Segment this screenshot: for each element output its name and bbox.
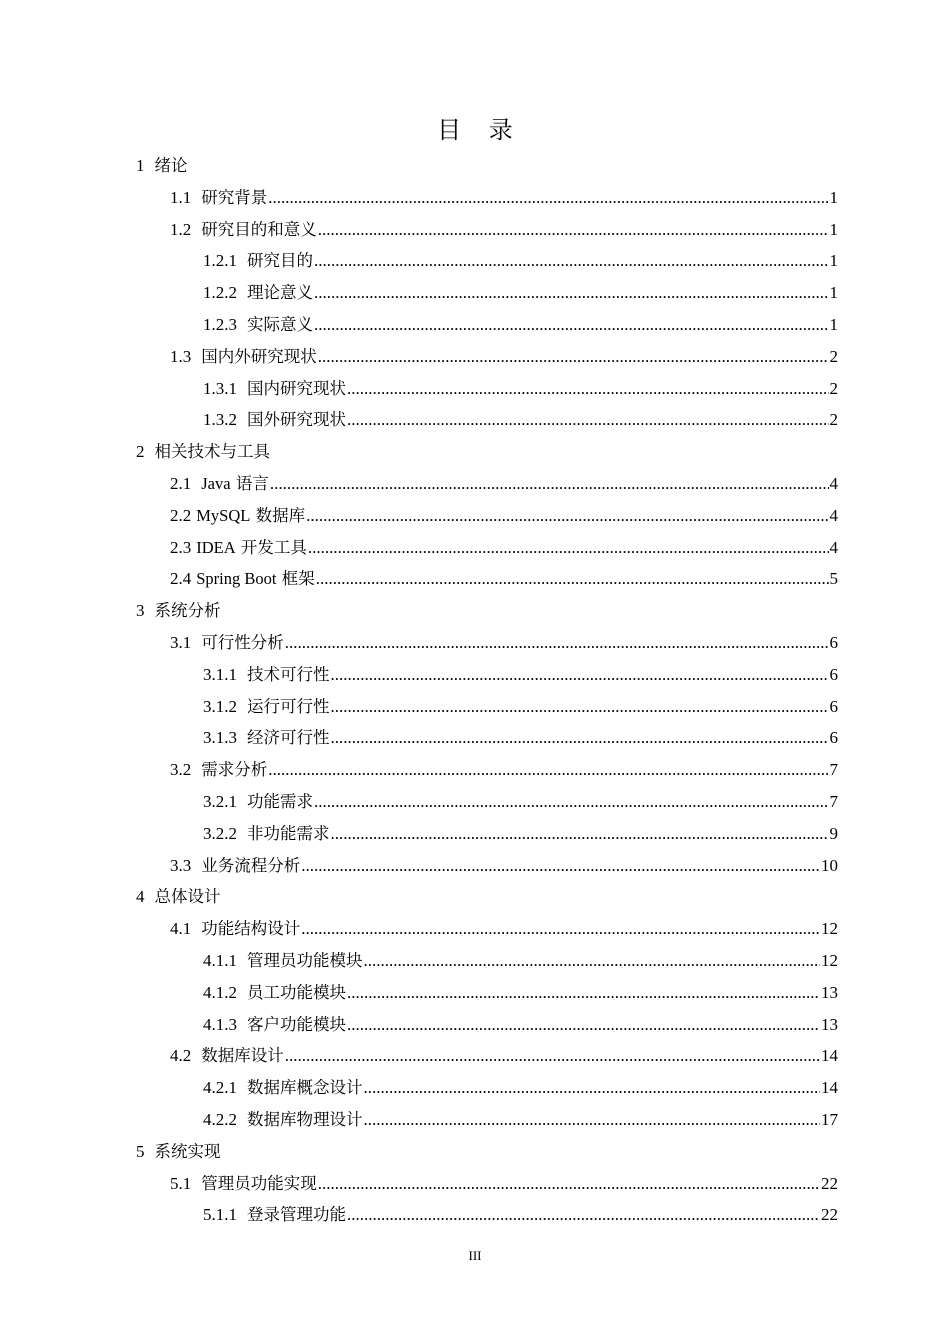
toc-entry-title: 系统分析: [154, 601, 221, 621]
toc-entry-title: 管理员功能模块: [247, 951, 363, 970]
toc-page-number: 5: [829, 569, 838, 589]
toc-entry-number: 1: [136, 156, 145, 175]
toc-page-number: 12: [821, 951, 838, 970]
toc-entry-number: 4.1.1: [203, 951, 237, 970]
toc-entry[interactable]: [203, 722, 838, 754]
toc-entry-title: 数据库概念设计: [247, 1078, 363, 1098]
toc-entry-number: 2.4: [170, 569, 192, 589]
toc-entry-number: 1.1: [170, 187, 192, 207]
toc-leader-dots: [306, 500, 828, 532]
toc-entry-title: 实际意义: [247, 315, 313, 334]
toc-entry[interactable]: [203, 945, 838, 977]
toc-entry-number: 4: [136, 887, 145, 907]
toc-entry-title: 登录管理功能: [247, 1205, 346, 1225]
toc-entry[interactable]: [203, 691, 838, 723]
toc-page-number: 2: [829, 410, 838, 430]
toc-entry-number: 3.2.2: [203, 823, 237, 843]
toc-entry-title: 相关技术与工具: [154, 442, 270, 462]
toc-entry[interactable]: [203, 277, 838, 309]
toc-entry-title: 技术可行性: [247, 664, 330, 684]
toc-entry-title: 员工功能模块: [247, 982, 346, 1002]
toc-entry[interactable]: [170, 1168, 838, 1200]
toc-leader-dots: [268, 754, 828, 786]
toc-entry[interactable]: [203, 786, 838, 818]
toc-entry-number: 4.2: [170, 1046, 192, 1066]
toc-entry-number: 2.3: [170, 537, 192, 557]
toc-entry-number: 3.3: [170, 855, 192, 875]
toc-entry-number: 3.1.3: [203, 728, 237, 748]
toc-entry[interactable]: [203, 1199, 838, 1231]
toc-leader-dots: [364, 945, 821, 977]
toc-entry-title: 数据库设计: [201, 1046, 284, 1066]
toc-entry-title: Spring Boot 框架: [196, 569, 315, 589]
toc-page-number: 4: [829, 537, 838, 557]
toc-leader-dots: [318, 341, 829, 373]
toc-page-number: 6: [829, 664, 838, 684]
toc-entry[interactable]: [203, 1009, 838, 1041]
toc-entry[interactable]: [203, 977, 838, 1009]
toc-entry[interactable]: [170, 468, 838, 500]
toc-leader-dots: [331, 691, 829, 723]
toc-entry-number: 3: [136, 601, 145, 621]
toc-chapter-heading[interactable]: [136, 595, 836, 627]
toc-entry-title: 理论意义: [247, 283, 313, 303]
toc-entry-title: 绪论: [154, 156, 188, 175]
toc-leader-dots: [314, 309, 829, 341]
toc-entry-number: 2.2: [170, 505, 192, 525]
toc-page-number: 22: [821, 1205, 838, 1225]
toc-leader-dots: [285, 1040, 820, 1072]
toc-entry-title: 经济可行性: [247, 728, 330, 748]
toc-entry-number: 4.1: [170, 919, 192, 939]
toc-entry[interactable]: [170, 850, 838, 882]
toc-entry-number: 3.1: [170, 633, 192, 652]
toc-entry-title: 系统实现: [154, 1141, 221, 1161]
toc-page-number: 13: [821, 982, 838, 1002]
toc-page-number: 9: [829, 823, 838, 843]
toc-leader-dots: [314, 245, 829, 277]
toc-page-number: 22: [821, 1173, 838, 1193]
toc-entry-number: 3.2: [170, 760, 192, 780]
toc-leader-dots: [331, 722, 829, 754]
toc-entry[interactable]: [170, 913, 838, 945]
toc-chapter-heading[interactable]: [136, 436, 836, 468]
toc-page-number: 1: [829, 251, 838, 271]
toc-leader-dots: [347, 404, 829, 436]
toc-entry-title: 可行性分析: [201, 633, 284, 652]
toc-entry[interactable]: [170, 214, 838, 246]
toc-entry[interactable]: [170, 754, 838, 786]
toc-entry-number: 4.1.3: [203, 1014, 237, 1034]
toc-entry[interactable]: [203, 373, 838, 405]
toc-leader-dots: [364, 1104, 821, 1136]
page-number: III: [468, 1248, 482, 1263]
toc-page-number: 4: [829, 505, 838, 525]
toc-entry[interactable]: [203, 404, 838, 436]
toc-entry[interactable]: [170, 500, 838, 532]
toc-entry-title: 业务流程分析: [201, 855, 301, 875]
toc-page-number: 14: [821, 1078, 838, 1098]
toc-entry-number: 2.1: [170, 474, 192, 493]
toc-entry-title: 研究背景: [201, 187, 268, 207]
toc-leader-dots: [301, 913, 820, 945]
toc-entry-number: 4.1.2: [203, 982, 237, 1002]
toc-page-number: 2: [829, 346, 838, 366]
toc-entry[interactable]: [203, 1104, 838, 1136]
toc-entry-title: 非功能需求: [247, 823, 330, 843]
toc-entry[interactable]: [203, 659, 838, 691]
toc-entry[interactable]: [170, 532, 838, 564]
toc-entry-number: 3.1.2: [203, 696, 237, 716]
toc-page-number: 6: [829, 728, 838, 748]
toc-leader-dots: [268, 182, 828, 214]
toc-entry-number: 5.1: [170, 1173, 192, 1193]
toc-leader-dots: [314, 277, 829, 309]
toc-entry-title: 需求分析: [201, 760, 268, 780]
toc-leader-dots: [301, 850, 820, 882]
toc-page-number: 2: [829, 378, 838, 398]
toc-entry-title: Java 语言: [201, 474, 269, 493]
toc-entry[interactable]: [170, 341, 838, 373]
toc-entry-title: 客户功能模块: [247, 1014, 346, 1034]
toc-chapter-heading[interactable]: [136, 881, 836, 913]
toc-entry-number: 1.3.2: [203, 410, 237, 430]
toc-page-number: 1: [829, 283, 838, 303]
toc-entry[interactable]: [203, 818, 838, 850]
toc-entry-number: 1.2.2: [203, 283, 237, 303]
toc-entry[interactable]: [203, 245, 838, 277]
toc-entry-title: 数据库物理设计: [247, 1110, 363, 1129]
toc-entry-title: 国内外研究现状: [201, 346, 317, 366]
toc-entry-title: 运行可行性: [247, 696, 330, 716]
toc-chapter-heading[interactable]: [136, 150, 836, 182]
toc-page-number: 4: [829, 474, 838, 493]
toc-entry[interactable]: [170, 627, 838, 659]
toc-page-number: 7: [829, 792, 838, 811]
toc-leader-dots: [347, 1009, 820, 1041]
toc-leader-dots: [364, 1072, 821, 1104]
toc-entry-number: 4.2.1: [203, 1078, 237, 1098]
toc-leader-dots: [318, 1168, 820, 1200]
toc-entry-number: 4.2.2: [203, 1110, 237, 1129]
toc-leader-dots: [347, 1199, 820, 1231]
toc-entry-title: 国外研究现状: [247, 410, 346, 430]
toc-entry-title: 国内研究现状: [247, 378, 346, 398]
toc-leader-dots: [347, 977, 820, 1009]
toc-entry-number: 1.2: [170, 219, 192, 239]
toc-entry[interactable]: [170, 1040, 838, 1072]
toc-page-number: 6: [829, 633, 838, 652]
toc-page-number: 13: [821, 1014, 838, 1034]
toc-entry-number: 2: [136, 442, 145, 462]
toc-entry-number: 1.3.1: [203, 378, 237, 398]
toc-leader-dots: [316, 563, 829, 595]
toc-entry-title: 功能结构设计: [201, 919, 301, 939]
toc-leader-dots: [331, 818, 829, 850]
toc-page-number: 1: [829, 219, 838, 239]
toc-page-number: 6: [829, 696, 838, 716]
toc-entry-title: MySQL 数据库: [196, 505, 306, 525]
toc-title: 目 录: [437, 116, 523, 144]
toc-leader-dots: [318, 214, 829, 246]
toc-page-number: 10: [821, 855, 838, 875]
toc-page-number: 1: [829, 187, 838, 207]
toc-page-number: 7: [829, 760, 838, 780]
toc-leader-dots: [314, 786, 829, 818]
toc-entry[interactable]: [203, 1072, 838, 1104]
toc-page-number: 14: [821, 1046, 838, 1066]
toc-entry-number: 5: [136, 1141, 145, 1161]
toc-entry-number: 1.3: [170, 346, 192, 366]
toc-chapter-heading[interactable]: [136, 1136, 836, 1168]
toc-entry[interactable]: [203, 309, 838, 341]
toc-leader-dots: [347, 373, 829, 405]
toc-entry-title: 管理员功能实现: [201, 1173, 317, 1193]
toc-entry-title: 研究目的和意义: [201, 219, 317, 239]
toc-entry-number: 5.1.1: [203, 1205, 237, 1225]
toc-entry-title: 研究目的: [247, 251, 313, 271]
toc-entry[interactable]: [170, 182, 838, 214]
toc-leader-dots: [270, 468, 829, 500]
toc-entry[interactable]: [170, 563, 838, 595]
toc-entry-number: 3.2.1: [203, 792, 237, 811]
toc-page-number: 17: [821, 1110, 838, 1129]
toc-entry-title: 总体设计: [154, 887, 221, 907]
toc-entry-number: 1.2.1: [203, 251, 237, 271]
toc-page-number: 12: [821, 919, 838, 939]
toc-leader-dots: [331, 659, 829, 691]
toc-page-number: 1: [829, 315, 838, 334]
toc-entry-number: 1.2.3: [203, 315, 237, 334]
toc-entry-title: IDEA 开发工具: [196, 537, 307, 557]
toc-leader-dots: [285, 627, 829, 659]
toc-leader-dots: [308, 532, 829, 564]
toc-entry-title: 功能需求: [247, 792, 313, 811]
toc-entry-number: 3.1.1: [203, 664, 237, 684]
